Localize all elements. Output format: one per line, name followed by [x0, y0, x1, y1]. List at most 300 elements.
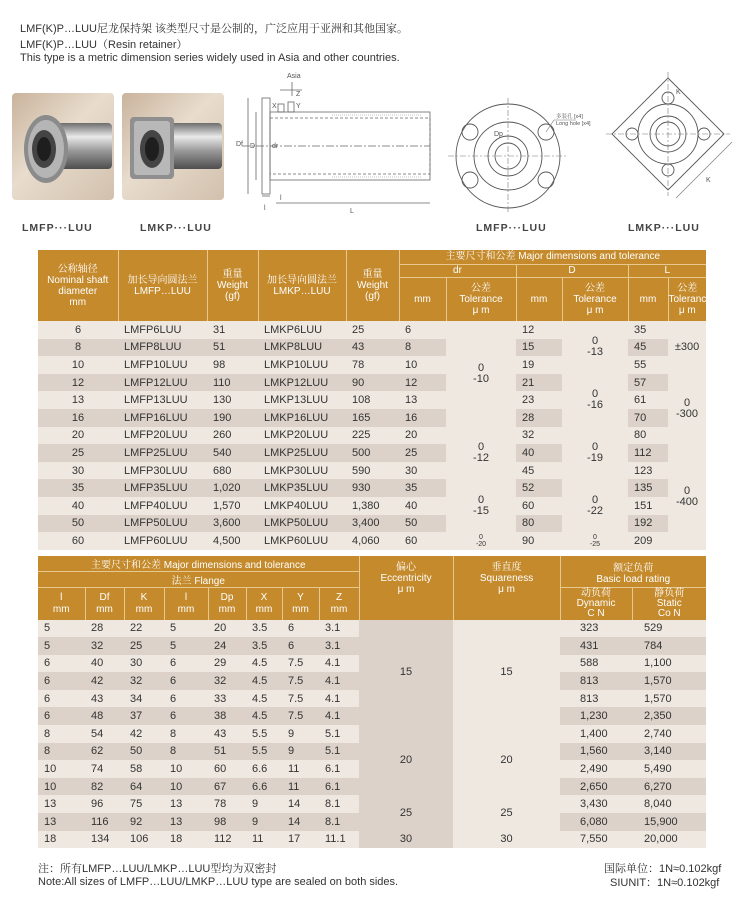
- table-cell: 110: [207, 374, 258, 392]
- label-hole-en: Long hole [x4]: [556, 121, 591, 127]
- table-cell: 6: [399, 321, 446, 339]
- unit-cn: 国际单位：1N≈0.102kgf: [604, 863, 722, 875]
- table-cell: LMKP10LUU: [258, 356, 346, 374]
- table-cell: 134: [85, 831, 124, 849]
- table-cell: LMKP30LUU: [258, 462, 346, 480]
- table-cell: 11: [282, 778, 319, 796]
- table-cell: 190: [207, 409, 258, 427]
- table-cell: 813: [560, 690, 632, 708]
- label-x: X: [272, 103, 277, 110]
- table-cell: 10: [38, 778, 85, 796]
- table-cell: 11: [282, 760, 319, 778]
- table-cell: 680: [207, 462, 258, 480]
- table-cell: 4.1: [319, 672, 359, 690]
- table-cell: 78: [346, 356, 399, 374]
- table-cell: 33: [208, 690, 246, 708]
- table-cell: 930: [346, 479, 399, 497]
- table-cell: 20,000: [632, 831, 706, 849]
- table-cell: 40: [516, 444, 562, 462]
- table-cell: 30: [124, 655, 164, 673]
- table-cell: 9: [246, 813, 282, 831]
- table-cell: 32: [516, 427, 562, 445]
- table-cell: LMKP35LUU: [258, 479, 346, 497]
- table-cell: 13: [399, 391, 446, 409]
- label-y: Y: [296, 103, 301, 110]
- table-cell: 25: [38, 444, 118, 462]
- table-cell: LMFP25LUU: [118, 444, 207, 462]
- table-cell: 98: [208, 813, 246, 831]
- table-cell: 40: [399, 497, 446, 515]
- table-cell: 12: [38, 374, 118, 392]
- col-flange-0: l mm: [38, 588, 85, 620]
- table-cell: 8: [164, 725, 208, 743]
- table-cell: 75: [124, 795, 164, 813]
- table-cell: 112: [208, 831, 246, 849]
- table-cell: 6.6: [246, 778, 282, 796]
- table-cell: 260: [207, 427, 258, 445]
- table-cell: 74: [85, 760, 124, 778]
- table-cell: 5: [164, 637, 208, 655]
- table-row: [38, 725, 706, 743]
- table-cell: 116: [85, 813, 124, 831]
- square-flange-drawing: [606, 72, 740, 212]
- table-cell: 5,490: [632, 760, 706, 778]
- squareness-value: 25: [453, 795, 560, 830]
- table-cell: 51: [207, 339, 258, 357]
- table-cell: 11.1: [319, 831, 359, 849]
- table-cell: 4,060: [346, 532, 399, 550]
- table-cell: 43: [85, 690, 124, 708]
- table-cell: LMKP60LUU: [258, 532, 346, 550]
- table-row: [38, 321, 706, 339]
- table-cell: 4,500: [207, 532, 258, 550]
- table-cell: 106: [124, 831, 164, 849]
- table-cell: 4.5: [246, 672, 282, 690]
- label-d: D: [250, 143, 256, 150]
- table-cell: 8: [38, 743, 85, 761]
- table-cell: 6: [164, 690, 208, 708]
- table-cell: 14: [282, 813, 319, 831]
- table-cell: LMKP25LUU: [258, 444, 346, 462]
- tolerance-dr: 0 -10: [446, 321, 516, 427]
- table-cell: 23: [516, 391, 562, 409]
- table-cell: 13: [38, 391, 118, 409]
- table-cell: LMKP13LUU: [258, 391, 346, 409]
- table-cell: 1,020: [207, 479, 258, 497]
- table-cell: 590: [346, 462, 399, 480]
- squareness-value: 15: [453, 620, 560, 726]
- table-cell: 34: [124, 690, 164, 708]
- col-static: 静负荷 Static Co N: [632, 588, 706, 620]
- table-cell: 4.1: [319, 655, 359, 673]
- table-cell: LMFP20LUU: [118, 427, 207, 445]
- table-cell: 32: [124, 672, 164, 690]
- table-cell: 3,430: [560, 795, 632, 813]
- table-cell: 5.5: [246, 743, 282, 761]
- eccentricity-value: 30: [359, 831, 453, 849]
- table-cell: 1,560: [560, 743, 632, 761]
- table-cell: 323: [560, 620, 632, 638]
- table-cell: LMKP8LUU: [258, 339, 346, 357]
- table-cell: 123: [628, 462, 668, 480]
- table-cell: 45: [628, 339, 668, 357]
- table-cell: 2,350: [632, 707, 706, 725]
- round-flange-drawing: [446, 94, 596, 214]
- table-cell: 3,400: [346, 515, 399, 533]
- table-cell: 10: [399, 356, 446, 374]
- table-cell: LMFP16LUU: [118, 409, 207, 427]
- table-cell: 17: [282, 831, 319, 849]
- table-cell: 28: [516, 409, 562, 427]
- table-cell: 82: [85, 778, 124, 796]
- table-cell: 29: [208, 655, 246, 673]
- table-cell: 45: [516, 462, 562, 480]
- tolerance-D: 0 -13: [562, 321, 628, 374]
- table-cell: 4.5: [246, 690, 282, 708]
- table-cell: 431: [560, 637, 632, 655]
- group-dr: dr: [399, 264, 516, 277]
- col-dr-mm: mm: [399, 277, 446, 321]
- table-cell: 4.1: [319, 707, 359, 725]
- table-cell: 25: [399, 444, 446, 462]
- table-cell: 6: [164, 707, 208, 725]
- table-cell: 57: [628, 374, 668, 392]
- squareness-value: 20: [453, 725, 560, 795]
- table-cell: 6,080: [560, 813, 632, 831]
- note-en: Note:All sizes of LMFP…LUU/LMKP…LUU type are sealed on both sides.: [38, 876, 399, 888]
- col-flange-4: Dp mm: [208, 588, 246, 620]
- squareness-value: 30: [453, 831, 560, 849]
- table-cell: 30: [38, 462, 118, 480]
- table-cell: 6: [282, 620, 319, 638]
- table-cell: 8: [38, 725, 85, 743]
- table-cell: 61: [628, 391, 668, 409]
- table-cell: 6,270: [632, 778, 706, 796]
- tolerance-dr: 0 -12: [446, 427, 516, 480]
- table-cell: 90: [516, 532, 562, 550]
- table-cell: 6.1: [319, 760, 359, 778]
- table-cell: 112: [628, 444, 668, 462]
- table-cell: 20: [208, 620, 246, 638]
- table-cell: 28: [85, 620, 124, 638]
- table-cell: 22: [124, 620, 164, 638]
- col-weight-2: 重量 Weight (gf): [346, 250, 399, 321]
- table-cell: 1,380: [346, 497, 399, 515]
- table-cell: LMFP60LUU: [118, 532, 207, 550]
- table-cell: 10: [38, 356, 118, 374]
- tolerance-D: 0 -16: [562, 374, 628, 427]
- table-cell: 7,550: [560, 831, 632, 849]
- table-cell: 5.1: [319, 743, 359, 761]
- tolerance-L: 0 -300: [668, 374, 706, 444]
- table-cell: 55: [628, 356, 668, 374]
- table-cell: 37: [124, 707, 164, 725]
- table-row: [38, 479, 706, 497]
- col-L-mm: mm: [628, 277, 668, 321]
- table-cell: 2,650: [560, 778, 632, 796]
- table-cell: 2,490: [560, 760, 632, 778]
- table-cell: 50: [38, 515, 118, 533]
- table-cell: 5.5: [246, 725, 282, 743]
- table-cell: 6: [164, 672, 208, 690]
- table-cell: 9: [282, 743, 319, 761]
- table-cell: 18: [38, 831, 85, 849]
- table-row: [38, 374, 706, 392]
- table-cell: 6: [38, 655, 85, 673]
- table-cell: LMKP40LUU: [258, 497, 346, 515]
- table-cell: 8: [164, 743, 208, 761]
- table-cell: 96: [85, 795, 124, 813]
- table-cell: 10: [164, 778, 208, 796]
- table-cell: 64: [124, 778, 164, 796]
- table-cell: 60: [399, 532, 446, 550]
- table-cell: 70: [628, 409, 668, 427]
- table-cell: 192: [628, 515, 668, 533]
- caption-drawing-lmfp: LMFP···LUU: [476, 222, 547, 234]
- tolerance-D: 0 -22: [562, 479, 628, 532]
- table-cell: LMKP20LUU: [258, 427, 346, 445]
- table-cell: LMFP40LUU: [118, 497, 207, 515]
- table-cell: 3.1: [319, 637, 359, 655]
- table-cell: 6: [164, 655, 208, 673]
- table-cell: 51: [208, 743, 246, 761]
- table-cell: LMFP30LUU: [118, 462, 207, 480]
- table-cell: 1,570: [207, 497, 258, 515]
- table-cell: 3.5: [246, 637, 282, 655]
- col-lmfp: 加长导向圆法兰 LMFP…LUU: [118, 250, 207, 321]
- table-cell: 588: [560, 655, 632, 673]
- header-cn: LMF(K)P…LUU尼龙保持架 该类型尺寸是公制的，广泛应用于亚洲和其他国家。: [20, 23, 409, 35]
- table-cell: 130: [207, 391, 258, 409]
- table-cell: 6.6: [246, 760, 282, 778]
- table-cell: 42: [124, 725, 164, 743]
- major-title-1: 主要尺寸和公差 Major dimensions and tolerance: [399, 250, 706, 264]
- col-load-rating: 额定负荷 Basic load rating: [560, 556, 706, 588]
- col-flange-7: Z mm: [319, 588, 359, 620]
- table-cell: 8: [38, 339, 118, 357]
- label-hole-cn: 多装孔 [x4]: [556, 114, 583, 120]
- table-row: [38, 831, 706, 849]
- table-cell: 209: [628, 532, 668, 550]
- label-k2: K: [706, 177, 711, 184]
- table-cell: 52: [516, 479, 562, 497]
- table-cell: 24: [208, 637, 246, 655]
- col-flange-1: Df mm: [85, 588, 124, 620]
- table-cell: 6.1: [319, 778, 359, 796]
- table-cell: LMFP12LUU: [118, 374, 207, 392]
- table-cell: 784: [632, 637, 706, 655]
- major-title-2: 主要尺寸和公差 Major dimensions and tolerance: [38, 556, 359, 572]
- photo-lmkp: [122, 93, 224, 200]
- table-cell: LMFP10LUU: [118, 356, 207, 374]
- table-row: [38, 620, 706, 638]
- table-cell: 25: [124, 637, 164, 655]
- table-cell: 8: [399, 339, 446, 357]
- table-cell: 7.5: [282, 707, 319, 725]
- table-cell: 3.1: [319, 620, 359, 638]
- col-L-tol: 公差 Tolerance μ m: [668, 277, 706, 321]
- table-cell: 1,230: [560, 707, 632, 725]
- col-flange-2: K mm: [124, 588, 164, 620]
- col-flange-6: Y mm: [282, 588, 319, 620]
- table-cell: 60: [38, 532, 118, 550]
- table-cell: 6: [38, 321, 118, 339]
- table-cell: 3,140: [632, 743, 706, 761]
- table-cell: 14: [282, 795, 319, 813]
- table-cell: 92: [124, 813, 164, 831]
- eccentricity-value: 20: [359, 725, 453, 795]
- table-cell: LMFP6LUU: [118, 321, 207, 339]
- table-cell: 35: [628, 321, 668, 339]
- table-cell: 3.5: [246, 620, 282, 638]
- table-cell: 19: [516, 356, 562, 374]
- caption-photo-lmkp: LMKP···LUU: [140, 222, 212, 234]
- table-cell: 31: [207, 321, 258, 339]
- group-D: D: [516, 264, 628, 277]
- table-cell: 9: [282, 725, 319, 743]
- table-cell: LMFP8LUU: [118, 339, 207, 357]
- tolerance-dr: 0 -20: [446, 532, 516, 550]
- table-cell: 12: [399, 374, 446, 392]
- table-cell: LMKP50LUU: [258, 515, 346, 533]
- col-D-tol: 公差 Tolerance μ m: [562, 277, 628, 321]
- label-L: L: [350, 208, 354, 215]
- col-flange-3: l mm: [164, 588, 208, 620]
- table-cell: 67: [208, 778, 246, 796]
- table-cell: 151: [628, 497, 668, 515]
- unit-en: SIUNIT：1N≈0.102kgf: [610, 877, 720, 889]
- label-z: Z: [296, 91, 301, 98]
- table-cell: 5: [164, 620, 208, 638]
- table-cell: 4.5: [246, 655, 282, 673]
- table-cell: 90: [346, 374, 399, 392]
- table-row: [38, 795, 706, 813]
- table-cell: 10: [164, 760, 208, 778]
- table-cell: 1,570: [632, 690, 706, 708]
- table-cell: 500: [346, 444, 399, 462]
- label-df: Df: [236, 141, 243, 148]
- table-cell: 7.5: [282, 690, 319, 708]
- table-cell: LMKP12LUU: [258, 374, 346, 392]
- table-cell: 7.5: [282, 672, 319, 690]
- label-dr: dr: [272, 143, 279, 150]
- table-cell: 11: [246, 831, 282, 849]
- table-cell: 6: [38, 672, 85, 690]
- table-cell: 35: [399, 479, 446, 497]
- col-D-mm: mm: [516, 277, 562, 321]
- col-dr-tol: 公差 Tolerance μ m: [446, 277, 516, 321]
- table-cell: 13: [38, 795, 85, 813]
- table-cell: 15,900: [632, 813, 706, 831]
- table-cell: 54: [85, 725, 124, 743]
- table-cell: 813: [560, 672, 632, 690]
- table-cell: 32: [85, 637, 124, 655]
- specs-table-2: [38, 556, 706, 848]
- table-cell: 7.5: [282, 655, 319, 673]
- table-cell: 35: [38, 479, 118, 497]
- col-flange-5: X mm: [246, 588, 282, 620]
- tolerance-D: 0 -19: [562, 427, 628, 480]
- col-lmkp: 加长导向圆法兰 LMKP…LUU: [258, 250, 346, 321]
- table-cell: 16: [38, 409, 118, 427]
- flange-title: 法兰 Flange: [38, 572, 359, 588]
- eccentricity-value: 15: [359, 620, 453, 726]
- tolerance-D: 0 -25: [562, 532, 628, 550]
- table-cell: 58: [124, 760, 164, 778]
- table-cell: 8,040: [632, 795, 706, 813]
- col-weight: 重量 Weight (gf): [207, 250, 258, 321]
- table-cell: 1,570: [632, 672, 706, 690]
- table-cell: 3,600: [207, 515, 258, 533]
- table-cell: 529: [632, 620, 706, 638]
- table-cell: 10: [38, 760, 85, 778]
- table-cell: 6: [38, 707, 85, 725]
- table-cell: 43: [208, 725, 246, 743]
- col-dynamic: 动负荷 Dynamic C N: [560, 588, 632, 620]
- table-cell: 9: [246, 795, 282, 813]
- table-cell: 98: [207, 356, 258, 374]
- table-cell: 38: [208, 707, 246, 725]
- table-cell: 8.1: [319, 795, 359, 813]
- table-cell: 225: [346, 427, 399, 445]
- table-cell: 32: [208, 672, 246, 690]
- table-cell: 12: [516, 321, 562, 339]
- caption-drawing-lmkp: LMKP···LUU: [628, 222, 700, 234]
- table-cell: 1,100: [632, 655, 706, 673]
- table-cell: 78: [208, 795, 246, 813]
- table-cell: 2,740: [632, 725, 706, 743]
- table-cell: 5: [38, 637, 85, 655]
- table-cell: 21: [516, 374, 562, 392]
- table-cell: 60: [516, 497, 562, 515]
- col-shaft: 公称轴径 Nominal shaft diameter mm: [38, 250, 118, 321]
- table-cell: 40: [38, 497, 118, 515]
- label-l2: l: [280, 195, 282, 202]
- table-cell: 16: [399, 409, 446, 427]
- table-cell: 42: [85, 672, 124, 690]
- table-cell: 30: [399, 462, 446, 480]
- table-cell: 108: [346, 391, 399, 409]
- table-cell: 4.5: [246, 707, 282, 725]
- table-cell: 4.1: [319, 690, 359, 708]
- eccentricity-value: 25: [359, 795, 453, 830]
- label-l1: l: [264, 205, 266, 212]
- table-cell: 165: [346, 409, 399, 427]
- table-cell: 6: [38, 690, 85, 708]
- table-cell: 50: [124, 743, 164, 761]
- table-cell: 48: [85, 707, 124, 725]
- table-cell: 13: [38, 813, 85, 831]
- table-cell: 20: [399, 427, 446, 445]
- table-cell: 5: [38, 620, 85, 638]
- table-cell: 5.1: [319, 725, 359, 743]
- table-cell: 20: [38, 427, 118, 445]
- table-cell: 1,400: [560, 725, 632, 743]
- label-k1: K: [676, 89, 681, 96]
- table-cell: 15: [516, 339, 562, 357]
- table-cell: 135: [628, 479, 668, 497]
- table-cell: LMFP50LUU: [118, 515, 207, 533]
- table-row: [38, 427, 706, 445]
- table-cell: 43: [346, 339, 399, 357]
- table-cell: LMKP6LUU: [258, 321, 346, 339]
- label-asia: Asia: [287, 73, 301, 80]
- caption-photo-lmfp: LMFP···LUU: [22, 222, 93, 234]
- tolerance-L: 0 -400: [668, 444, 706, 550]
- table-cell: 13: [164, 813, 208, 831]
- label-dp: Dp: [494, 131, 503, 138]
- table-cell: LMFP35LUU: [118, 479, 207, 497]
